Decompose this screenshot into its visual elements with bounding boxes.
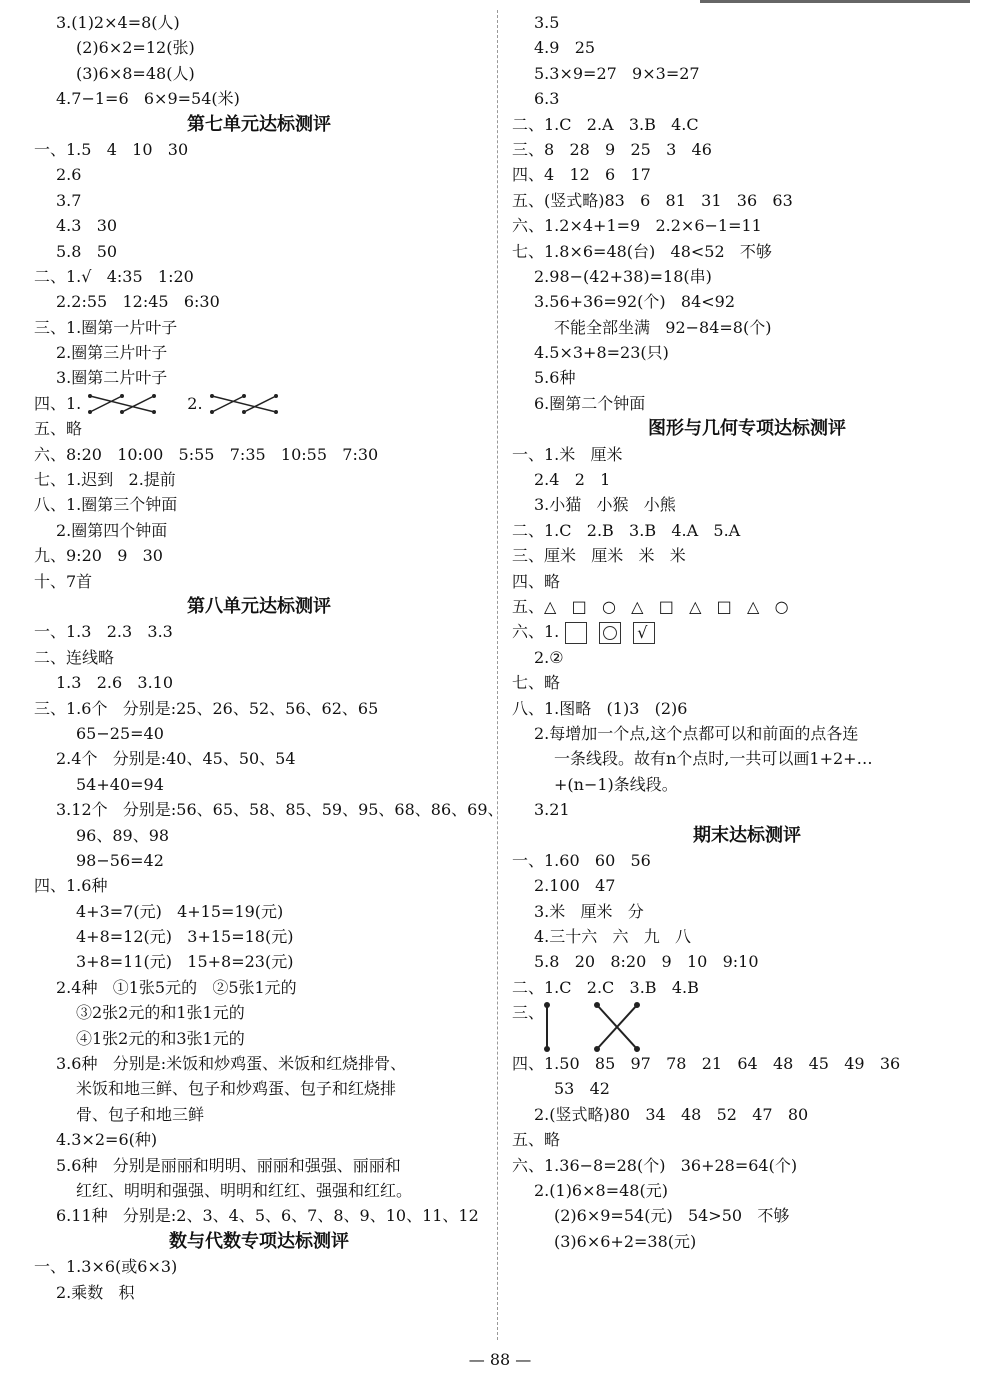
- answer-line: 六、1.2×4+1=9 2.2×6−1=11: [512, 216, 762, 236]
- answer-line: 2.②: [534, 647, 564, 667]
- answer-line: 5.3×9=27 9×3=27: [534, 63, 700, 83]
- answer-line: 五、略: [512, 1130, 561, 1150]
- answer-line: 5.6种 分别是丽丽和明明、丽丽和强强、丽丽和: [56, 1155, 401, 1175]
- section-heading: 图形与几何专项达标测评: [648, 418, 846, 440]
- answer-line: 四、1.6种: [34, 876, 108, 896]
- answer-line: 4.3 30: [56, 216, 118, 236]
- answer-line: 3.12个 分别是:56、65、58、85、59、95、68、86、69、: [56, 800, 504, 820]
- answer-line: 2.圈第三片叶子: [56, 343, 168, 363]
- answer-text: 三、: [512, 1003, 545, 1023]
- right-column: [512, 10, 982, 1254]
- answer-line: 6.3: [534, 89, 560, 109]
- answer-line: (2)6×2=12(张): [76, 38, 195, 58]
- answer-line: 3.5: [534, 13, 560, 32]
- line-drawing-figure: [542, 1002, 642, 1052]
- answer-line: 二、连线略: [34, 647, 115, 667]
- answer-line: 4.三十六 六 九 八: [534, 927, 692, 947]
- answer-line: 2.4种 ①1张5元的 ②5张1元的: [56, 977, 297, 997]
- answer-line: 6.圈第二个钟面: [534, 393, 646, 413]
- answer-line: 十、7首: [34, 571, 93, 591]
- answer-line: [34, 391, 484, 416]
- answer-line: 2.98−(42+38)=18(串): [534, 266, 712, 286]
- answer-line: (2)6×9=54(元) 54>50 不够: [554, 1206, 790, 1226]
- column-divider: [497, 10, 498, 1340]
- answer-line: 三、1.圈第一片叶子: [34, 317, 178, 337]
- answer-line: 红红、明明和强强、明明和红红、强强和红红。: [76, 1180, 413, 1200]
- answer-line: 三、1.6个 分别是:25、26、52、56、62、65: [34, 698, 379, 718]
- answer-line: [512, 1000, 982, 1025]
- answer-line: 一、1.3 2.3 3.3: [34, 622, 173, 642]
- answer-line: +(n−1)条线段。: [554, 774, 678, 794]
- answer-line: ④1张2元的和3张1元的: [76, 1028, 245, 1048]
- answer-line: 4.7−1=6 6×9=54(米): [56, 89, 240, 109]
- answer-line: 2.4个 分别是:40、45、50、54: [56, 749, 296, 769]
- answer-line: 4+3=7(元) 4+15=19(元): [76, 901, 284, 921]
- answer-line: 5.8 50: [56, 241, 118, 261]
- answer-line: 八、1.图略 (1)3 (2)6: [512, 698, 688, 718]
- answer-line: 53 42: [554, 1079, 610, 1099]
- answer-line: 98−56=42: [76, 850, 164, 870]
- top-rule: [700, 0, 970, 3]
- answer-line: (3)6×8=48(人): [76, 63, 195, 83]
- answer-line: 一条线段。故有n个点时,一共可以画1+2+…: [554, 749, 873, 769]
- square-with-check-icon: [633, 622, 655, 644]
- answer-line: 2.2:55 12:45 6:30: [56, 292, 220, 312]
- answer-line: 3.米 厘米 分: [534, 901, 644, 921]
- answer-line: 2.(竖式略)80 34 48 52 47 80: [534, 1104, 809, 1124]
- answer-line: 5.6种: [534, 368, 576, 388]
- answer-line: 54+40=94: [76, 774, 164, 794]
- answer-line: 4+8=12(元) 3+15=18(元): [76, 927, 294, 947]
- matching-lines-icon: [209, 393, 279, 415]
- answer-line: 一、1.60 60 56: [512, 850, 651, 870]
- answer-line: 一、1.3×6(或6×3): [34, 1257, 178, 1277]
- answer-line: 不能全部坐满 92−84=8(个): [554, 317, 772, 337]
- answer-line: 七、1.迟到 2.提前: [34, 470, 176, 490]
- answer-line: 八、1.圈第三个钟面: [34, 495, 178, 515]
- answer-line: 一、1.5 4 10 30: [34, 139, 189, 159]
- answer-line: 九、9:20 9 30: [34, 546, 163, 566]
- answer-line: 三、厘米 厘米 米 米: [512, 546, 686, 566]
- answer-line: 二、1.C 2.A 3.B 4.C: [512, 114, 699, 134]
- answer-line: 2.圈第四个钟面: [56, 520, 168, 540]
- answer-line: 2.100 47: [534, 876, 616, 896]
- answer-line: 六、8:20 10:00 5:55 7:35 10:55 7:30: [34, 444, 379, 464]
- answer-line: 4.5×3+8=23(只): [534, 343, 669, 363]
- answer-line: (3)6×6+2=38(元): [554, 1231, 697, 1251]
- answer-line: 4.3×2=6(种): [56, 1130, 158, 1150]
- answer-line: 2.(1)6×8=48(元): [534, 1180, 668, 1200]
- answer-line: 3.小猫 小猴 小熊: [534, 495, 676, 515]
- left-column: [34, 10, 504, 1305]
- answer-line: 五、(竖式略)83 6 81 31 36 63: [512, 190, 793, 210]
- answer-line: 四、略: [512, 571, 561, 591]
- answer-line: 七、略: [512, 673, 561, 693]
- answer-line: 四、1.50 85 97 78 21 64 48 45 49 36: [512, 1054, 901, 1074]
- answer-line: 65−25=40: [76, 723, 164, 743]
- answer-line: 2.乘数 积: [56, 1282, 135, 1302]
- square-with-circle-icon: [599, 622, 621, 644]
- answer-line: 二、1.C 2.B 3.B 4.A 5.A: [512, 520, 741, 540]
- answer-text: 2.: [187, 393, 203, 413]
- answer-line: 1.3 2.6 3.10: [56, 673, 174, 693]
- answer-line: 3+8=11(元) 15+8=23(元): [76, 952, 294, 972]
- answer-line: 4.9 25: [534, 38, 596, 58]
- answer-line: 96、89、98: [76, 825, 170, 845]
- answer-line: 骨、包子和地三鲜: [76, 1104, 205, 1124]
- answer-line: 三、8 28 9 25 3 46: [512, 139, 712, 159]
- answer-line: 六、1.36−8=28(个) 36+28=64(个): [512, 1155, 798, 1175]
- section-heading: 数与代数专项达标测评: [169, 1230, 349, 1252]
- answer-line: 2.每增加一个点,这个点都可以和前面的点各连: [534, 723, 859, 743]
- section-heading: 第七单元达标测评: [187, 113, 331, 135]
- answer-line: 五、略: [34, 419, 83, 439]
- answer-line: 3.6种 分别是:米饭和炒鸡蛋、米饭和红烧排骨、: [56, 1054, 407, 1074]
- answer-line: 四、4 12 6 17: [512, 165, 651, 185]
- answer-line: 3.56+36=92(个) 84<92: [534, 292, 736, 312]
- answer-text: 四、1.: [34, 393, 82, 413]
- answer-line: 米饭和地三鲜、包子和炒鸡蛋、包子和红烧排: [76, 1079, 397, 1099]
- answer-line: 6.11种 分别是:2、3、4、5、6、7、8、9、10、11、12: [56, 1206, 479, 1226]
- answer-line: 一、1.米 厘米: [512, 444, 623, 464]
- answer-line: 五、△ □ ○ △ □ △ □ △ ○: [512, 596, 789, 616]
- matching-lines-icon: [87, 393, 157, 415]
- answer-line: ③2张2元的和1张1元的: [76, 1003, 245, 1023]
- answer-line: 2.6: [56, 165, 82, 185]
- page-number: — 88 —: [468, 1350, 532, 1369]
- section-heading: 第八单元达标测评: [187, 595, 331, 617]
- answer-line: [512, 619, 982, 644]
- square-box-icon: [565, 622, 587, 644]
- answer-line: 二、1.√ 4:35 1:20: [34, 266, 194, 286]
- answer-line: 二、1.C 2.C 3.B 4.B: [512, 977, 699, 997]
- answer-line: 2.4 2 1: [534, 470, 611, 490]
- answer-line: 3.7: [56, 190, 82, 210]
- section-heading: 期末达标测评: [693, 824, 801, 846]
- answer-text: 六、1.: [512, 622, 560, 642]
- answer-line: 3.(1)2×4=8(人): [56, 13, 180, 32]
- answer-line: 3.21: [534, 800, 570, 820]
- answer-line: 3.圈第二片叶子: [56, 368, 168, 388]
- answer-line: 5.8 20 8:20 9 10 9:10: [534, 952, 759, 972]
- answer-line: 七、1.8×6=48(台) 48<52 不够: [512, 241, 772, 261]
